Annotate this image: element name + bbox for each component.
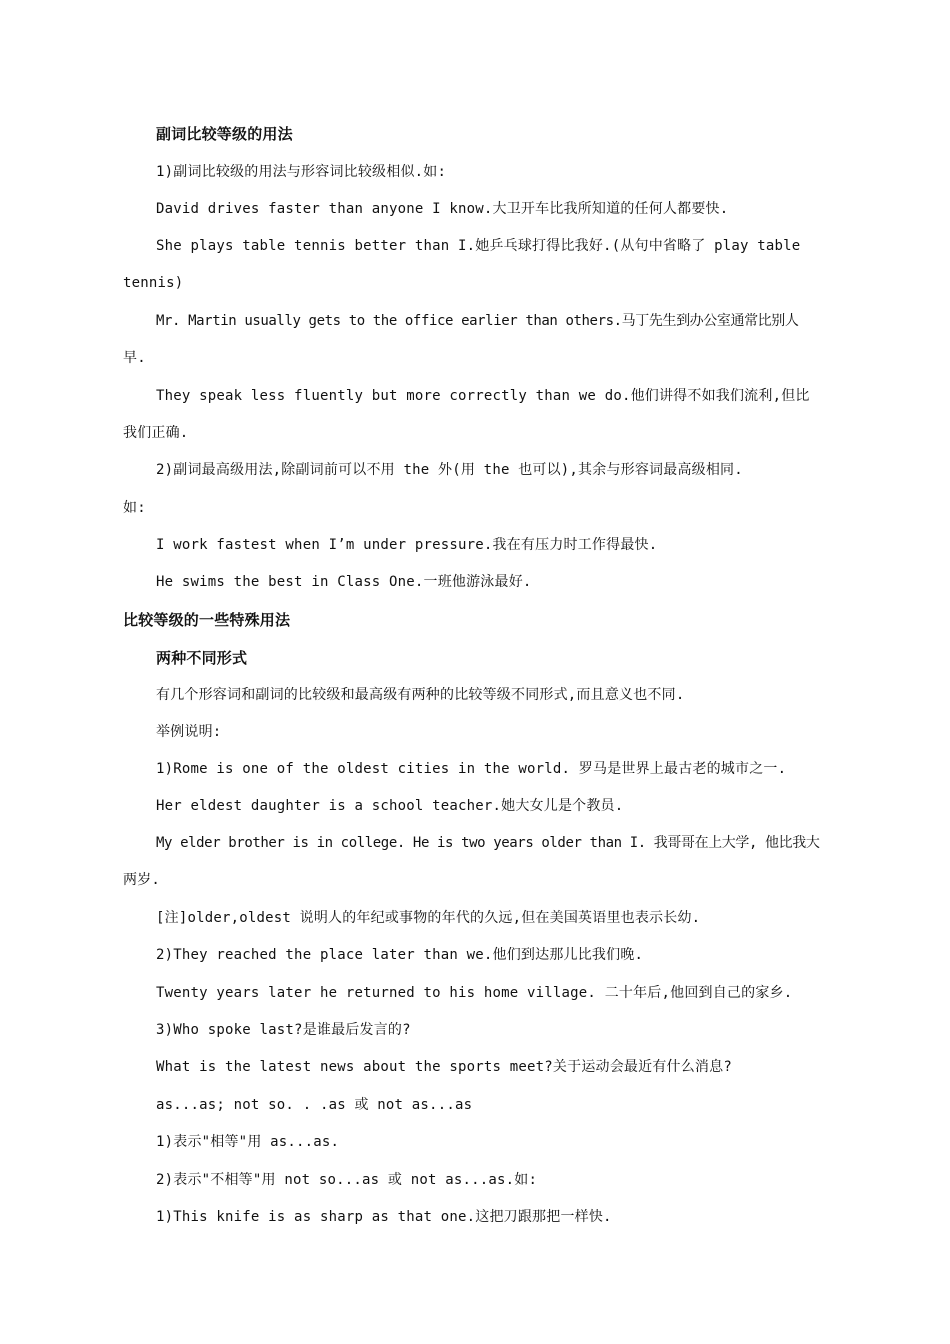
example-sentence-continuation: 两岁. <box>123 872 161 888</box>
example-sentence: She plays table tennis better than I.她乒乓球打得比我好.(从句中省略了 play table <box>156 238 801 254</box>
example-sentence: David drives faster than anyone I know.大卫开车比我所知道的任何人都要快. <box>156 201 729 217</box>
example-sentence: 3)Who spoke last?是谁最后发言的? <box>156 1022 411 1038</box>
paragraph-adverb-comparative: 1)副词比较级的用法与形容词比较级相似.如: <box>156 164 447 180</box>
paragraph-two-forms: 有几个形容词和副词的比较级和最高级有两种的比较等级不同形式,而且意义也不同. <box>156 687 685 703</box>
subsection-heading-two-forms: 两种不同形式 <box>156 649 248 667</box>
example-sentence: Twenty years later he returned to his home village. 二十年后,他回到自己的家乡. <box>156 985 793 1001</box>
example-sentence: My elder brother is in college. He is two years older than I. 我哥哥在上大学, 他比我大 <box>156 835 820 851</box>
example-sentence: What is the latest news about the sports meet?关于运动会最近有什么消息? <box>156 1059 732 1075</box>
example-sentence: I work fastest when I’m under pressure.我在有压力时工作得最快. <box>156 537 658 553</box>
example-sentence: He swims the best in Class One.一班他游泳最好. <box>156 574 532 590</box>
example-sentence: 1)Rome is one of the oldest cities in the world. 罗马是世界上最古老的城市之一. <box>156 761 787 777</box>
example-sentence: 2)They reached the place later than we.他们到达那儿比我们晚. <box>156 947 644 963</box>
example-sentence: They speak less fluently but more correctly than we do.他们讲得不如我们流利,但比 <box>156 388 810 404</box>
section-heading-special-usage: 比较等级的一些特殊用法 <box>123 611 291 629</box>
example-sentence: 1)This knife is as sharp as that one.这把刀跟那把一样快. <box>156 1209 612 1225</box>
paragraph-adverb-superlative: 2)副词最高级用法,除副词前可以不用 the 外(用 the 也可以),其余与形容词最高级相同. <box>156 462 743 478</box>
paragraph-equal-usage: 1)表示"相等"用 as...as. <box>156 1134 340 1150</box>
example-sentence-continuation: tennis) <box>123 275 184 291</box>
example-sentence: Her eldest daughter is a school teacher.她大女儿是个教员. <box>156 798 624 814</box>
note-paragraph: [注]older,oldest 说明人的年纪或事物的年代的久远,但在美国英语里也表示长幼. <box>156 910 701 926</box>
paragraph-example-intro: 举例说明: <box>156 724 222 740</box>
paragraph-unequal-usage: 2)表示"不相等"用 not so...as 或 not as...as.如: <box>156 1172 538 1188</box>
section-heading-adverb-comparison: 副词比较等级的用法 <box>156 125 293 143</box>
example-sentence-continuation: 早. <box>123 350 146 366</box>
paragraph-continuation: 如: <box>123 500 146 516</box>
subsection-heading-as-as: as...as; not so. . .as 或 not as...as <box>156 1097 473 1113</box>
example-sentence-continuation: 我们正确. <box>123 425 189 441</box>
example-sentence: Mr. Martin usually gets to the office earlier than others.马丁先生到办公室通常比别人 <box>156 313 799 329</box>
